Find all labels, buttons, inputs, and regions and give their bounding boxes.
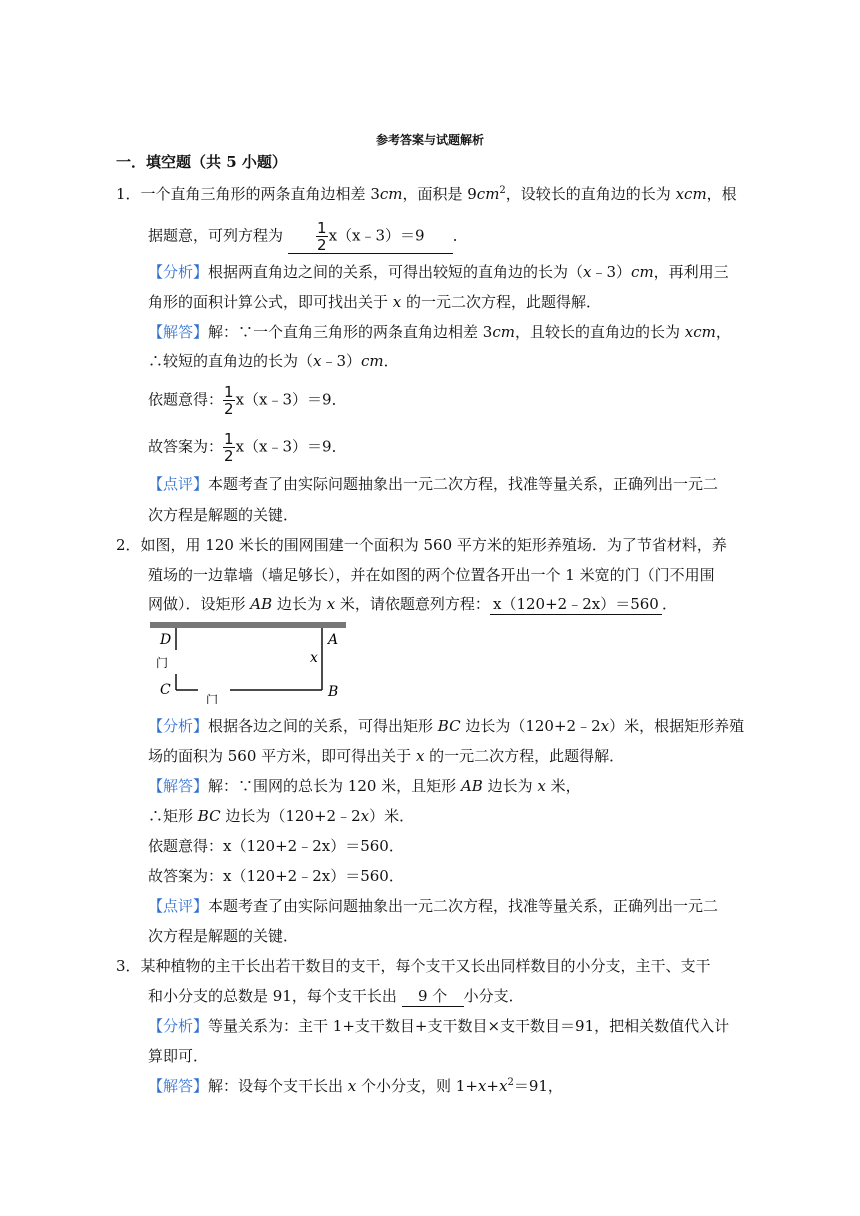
label-A: A [328, 632, 339, 648]
q1-comment-line2: 次方程是解题的关键． [148, 506, 299, 524]
q1-stem-line2: 据题意，可列方程为 $\frac{1}{2}$ x（x﹣3）＝9 ． [148, 219, 468, 254]
q2-analysis-line1: 【分析】根据各边之间的关系，可得出矩形 BC 边长为（120+2﹣2x）米，根据矩形养殖 [148, 717, 745, 735]
solution-tag: 【解答】 [148, 777, 209, 795]
q1-stem-line1: 1．一个直角三角形的两条直角边相差 3cm，面积是 $9cm^2$，设较长的直角边的长为 xcm，根 [116, 185, 737, 203]
q2-stem-line2: 殖场的一边靠墙（墙足够长），并在如图的两个位置各开出一个 1 米宽的门（门不用围 [148, 566, 715, 584]
q3-stem-line2: 和小分支的总数是 91，每个支干长出 9 个 小分支． [148, 987, 524, 1005]
label-C: C [160, 682, 171, 698]
fraction: $\frac{1}{2}$ [224, 383, 234, 418]
fraction: $\frac{1}{2}$ [317, 219, 327, 254]
q2-comment-line1: 【点评】本题考查了由实际问题抽象出一元二次方程，找准等量关系，正确列出一元二 [148, 897, 719, 915]
q1-answer-blank: $\frac{1}{2}$ x（x﹣3）＝9 [288, 220, 453, 254]
q2-comment-line2: 次方程是解题的关键． [148, 927, 299, 945]
fraction: $\frac{1}{2}$ [224, 430, 234, 465]
q1-solution-line1: 【解答】解：∵一个直角三角形的两条直角边相差 3cm，且较长的直角边的长为 xcm， [148, 323, 731, 341]
q3-stem-line1: 3．某种植物的主干长出若干数目的支干，每个支干又长出同样数目的小分支，主干、支干 [116, 957, 711, 975]
q1-solution-line2: ∴较短的直角边的长为（x﹣3）cm． [148, 352, 399, 370]
q1-solution-line3: 依题意得： $\frac{1}{2}$ x（x﹣3）＝9． [148, 383, 347, 418]
q1-comment-line1: 【点评】本题考查了由实际问题抽象出一元二次方程，找准等量关系，正确列出一元二 [148, 475, 719, 493]
q2-analysis-line2: 场的面积为 560 平方米，即可得出关于 x 的一元二次方程，此题得解． [148, 747, 625, 765]
label-x: x [310, 650, 318, 666]
analysis-tag: 【分析】 [148, 1017, 209, 1035]
q2-solution-line2: ∴矩形 BC 边长为（120+2﹣2x）米． [148, 807, 415, 825]
label-door-left: 门 [156, 656, 169, 670]
enclosure-diagram [148, 618, 348, 704]
q3-analysis-line2: 算即可． [148, 1047, 209, 1065]
wall [150, 622, 346, 628]
comment-tag: 【点评】 [148, 475, 209, 493]
label-door-bottom: 门 [206, 693, 219, 704]
solution-tag: 【解答】 [148, 323, 209, 341]
analysis-tag: 【分析】 [148, 717, 209, 735]
comment-tag: 【点评】 [148, 897, 209, 915]
solution-tag: 【解答】 [148, 1077, 209, 1095]
q2-stem-line3: 网做）．设矩形 AB 边长为 x 米，请依题意列方程： x（120+2﹣2x）＝560 ． [148, 595, 677, 613]
section-heading: 一．填空题（共 5 小题） [116, 153, 287, 171]
analysis-tag: 【分析】 [148, 263, 209, 281]
q2-solution-line1: 【解答】解：∵围网的总长为 120 米，且矩形 AB 边长为 x 米， [148, 777, 581, 795]
label-B: B [328, 684, 339, 700]
q2-answer-blank: x（120+2﹣2x）＝560 [490, 594, 662, 615]
q3-solution-line1: 【解答】解：设每个支干长出 x 个小分支，则 $1+x+x^2=91$， [148, 1077, 563, 1095]
label-D: D [160, 632, 172, 648]
q3-analysis-line1: 【分析】等量关系为：主干 1+支干数目+支干数目×支干数目＝91，把相关数值代入计 [148, 1017, 730, 1035]
q1-solution-line4: 故答案为： $\frac{1}{2}$ x（x﹣3）＝9． [148, 430, 347, 465]
q2-solution-line4: 故答案为：x（120+2﹣2x）＝560． [148, 867, 404, 885]
page-title: 参考答案与试题解析 [375, 133, 484, 147]
q1-analysis-line2: 角形的面积计算公式，即可找出关于 x 的一元二次方程，此题得解． [148, 293, 602, 311]
q2-stem-line1: 2．如图，用 120 米长的围网围建一个面积为 560 平方米的矩形养殖场．为了节省材料，养 [116, 536, 727, 554]
q1-analysis-line1: 【分析】根据两直角边之间的关系，可得出较短的直角边的长为（x﹣3）cm，再利用三 [148, 263, 729, 281]
q2-solution-line3: 依题意得：x（120+2﹣2x）＝560． [148, 837, 404, 855]
q3-answer-blank: 9 个 [402, 986, 464, 1007]
